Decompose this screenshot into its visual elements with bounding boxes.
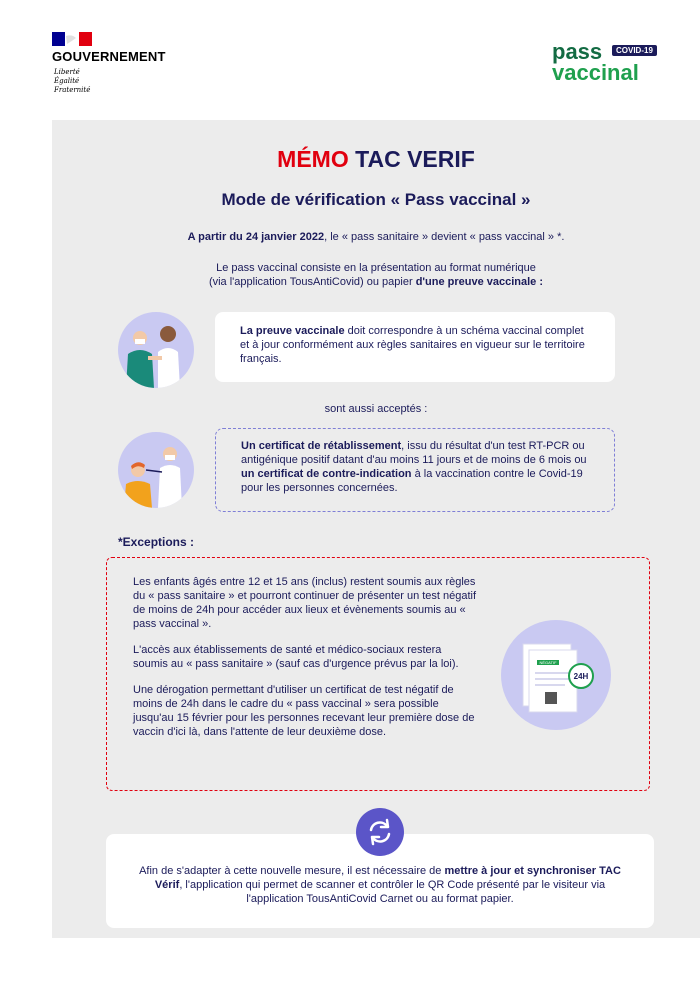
recovery-cert-bold: Un certificat de rétablissement [241,440,402,452]
exception-derogation: Une dérogation permettant d'utiliser un certificat de test négatif de moins de 24h dans le cadre du « pass vaccinal » sera possible jusqu'au 15 février pour les personnes recevant leur première dose de vaccin d'ici là, dans l'attente de leur deuxième dose. [133,684,475,738]
test-document-icon [501,620,611,730]
intro-definition [52,261,700,289]
update-text-2: , l'application qui permet de scanner et contrôler le QR Code présenté par le visiteur via l'application TousAntiCovid Carnet ou au format papier. [179,879,606,905]
recovery-cert-text: , issu du résultat d'un test RT-PCR ou antigénique positif datant d'au moins 11 jours et de moins de 6 mois ou [241,440,587,466]
sync-icon [356,808,404,856]
marianne-flag-logo [52,32,92,46]
intro-line-3-start: (via l'application TousAntiCovid) ou papier [208,276,416,288]
negative-test-illustration [501,620,611,730]
memo-subtitle: Mode de vérification « Pass vaccinal » [221,190,531,209]
covid-test-icon [118,432,194,508]
intro-line-3 [52,275,700,289]
exception-health-facilities: L'accès aux établissements de santé et médico-sociaux restera soumis au « pass sanitaire » (sauf cas d'urgence prévus par la loi). [133,644,459,670]
certificates-box [215,428,615,512]
proof-text: doit correspondre à un schéma vaccinal complet et à jour conformément aux règles sanitaires en vigueur sur le territoire français. [240,325,585,365]
exceptions-label: *Exceptions : [118,535,195,549]
memo-title [52,146,700,173]
update-bold: mettre à jour et synchroniser TAC Vérif [154,865,621,891]
exceptions-text [133,575,478,751]
contraindication-cert-text: à la vaccination contre le Covid-19 pour les personnes concernées. [241,468,583,494]
refresh-arrows-icon [356,808,404,856]
contraindication-cert-bold: un certificat de contre-indication [241,468,412,480]
24h-badge: 24H [573,672,589,681]
also-accepted-text: sont aussi acceptés : [324,403,428,415]
title-memo: MÉMO [277,146,349,172]
logo-covid-badge: COVID-19 [612,45,657,56]
logo-vaccinal-text: vaccinal [552,60,639,85]
intro-line-3-bold: d'une preuve vaccinale : [415,276,544,288]
intro-date-rest: , le « pass sanitaire » devient « pass vaccinal » *. [324,231,565,243]
intro-date-line [52,231,700,243]
logo-pass-text: pass [552,39,603,64]
intro-date: A partir du 24 janvier 2022 [187,231,325,243]
exception-children: Les enfants âgés entre 12 et 15 ans (inclus) restent soumis aux règles du « pass sanitaire » et pourront continuer de présenter un test négatif de moins de 24h pour accéder aux lieux et évènements soumis au « pass vaccinal ». [133,576,477,630]
intro-line-2: Le pass vaccinal consiste en la présentation au format numérique [216,262,536,274]
negative-doc-label: NÉGATIF [539,660,557,665]
government-title: GOUVERNEMENT [52,49,166,64]
motto-egalite: Égalité [54,77,80,85]
update-text-1: Afin de s'adapter à cette nouvelle mesure, il est nécessaire de [139,865,445,877]
nurse-vaccinating-icon [118,312,194,388]
pass-vaccinal-logo [552,39,662,85]
testing-illustration [118,432,194,508]
motto-liberte: Liberté [54,68,80,76]
motto-fraternite: Fraternité [54,86,91,94]
title-tac-verif: TAC VERIF [355,146,475,172]
vaccination-illustration [118,312,194,388]
republic-motto [54,68,90,95]
proof-bold: La preuve vaccinale [240,325,345,337]
vaccine-proof-box [215,312,615,382]
